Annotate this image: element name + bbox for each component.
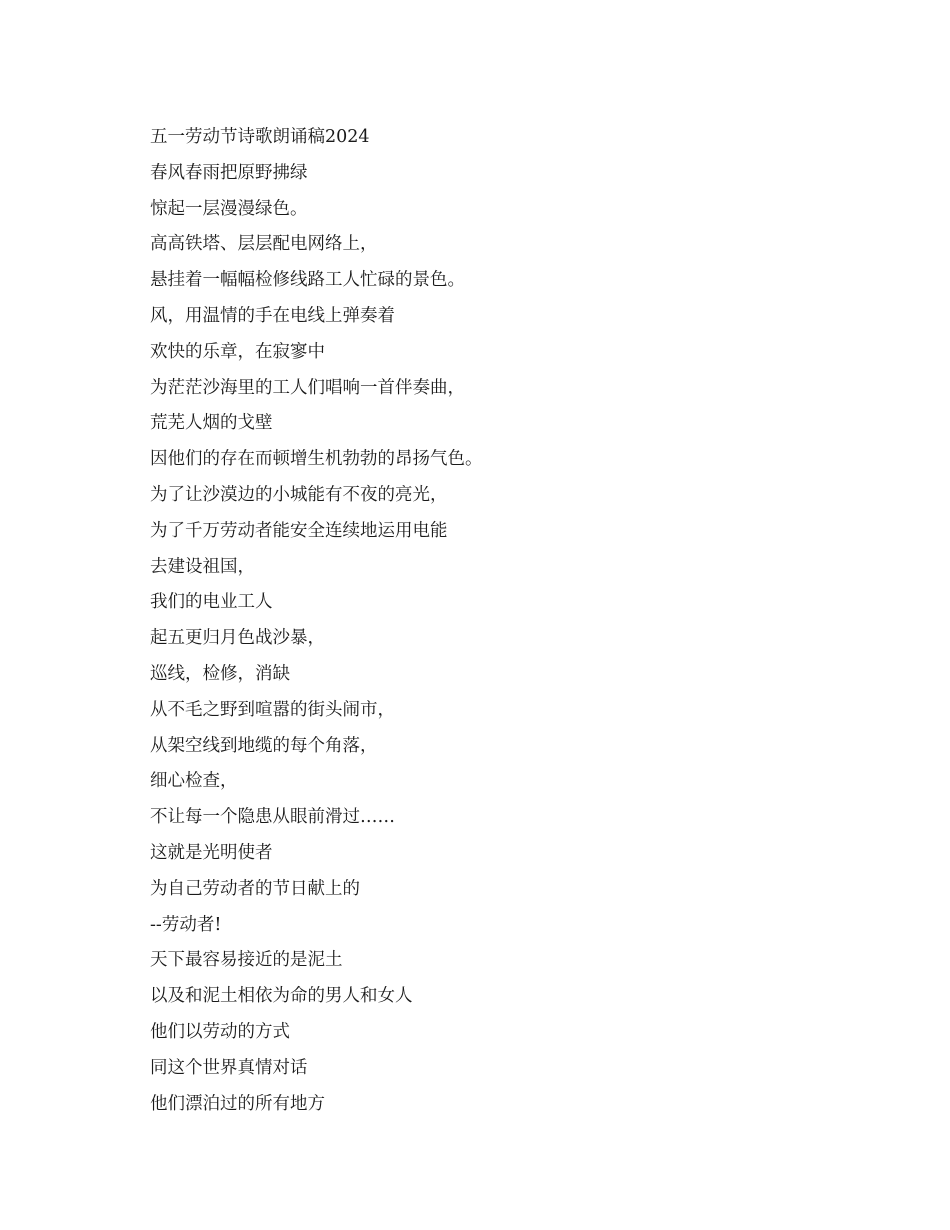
poem-line: 惊起一层漫漫绿色。 [150,198,308,219]
poem-line: 我们的电业工人 [150,592,273,613]
document-title: 五一劳动节诗歌朗诵稿2024 [150,127,370,147]
poem-line: 高高铁塔、层层配电网络上， [150,234,378,255]
poem-line: --劳动者! [150,914,222,935]
poem-line: 风，用温情的手在电线上弹奏着 [150,305,395,326]
poem-body [150,124,850,1126]
poem-line: 荒芜人烟的戈壁 [150,413,273,434]
poem-line: 细心检查， [150,771,238,792]
poem-line: 为了让沙漠边的小城能有不夜的亮光， [150,484,448,505]
poem-line: 巡线，检修，消缺 [150,663,290,684]
poem-line: 天下最容易接近的是泥土 [150,950,343,971]
poem-line: 同这个世界真情对话 [150,1057,308,1078]
poem-line: 以及和泥土相依为命的男人和女人 [150,986,413,1007]
poem-line: 春风春雨把原野拂绿 [150,162,308,183]
poem-line: 为自己劳动者的节日献上的 [150,878,360,899]
poem-line: 起五更归月色战沙暴， [150,628,325,649]
poem-line: 悬挂着一幅幅检修线路工人忙碌的景色。 [150,270,465,291]
poem-line: 不让每一个隐患从眼前滑过…… [150,807,395,828]
poem-line: 为茫茫沙海里的工人们唱响一首伴奏曲， [150,377,465,398]
poem-line: 他们漂泊过的所有地方 [150,1093,325,1114]
poem-line: 从不毛之野到喧嚣的街头闹市， [150,699,395,720]
poem-line: 从架空线到地缆的每个角落， [150,735,378,756]
poem-line: 这就是光明使者 [150,842,273,863]
poem-line: 欢快的乐章，在寂寥中 [150,341,325,362]
poem-line: 他们以劳动的方式 [150,1021,290,1042]
poem-line: 去建设祖国， [150,556,255,577]
poem-line: 因他们的存在而顿增生机勃勃的昂扬气色。 [150,449,483,470]
poem-line: 为了千万劳动者能安全连续地运用电能 [150,520,448,541]
